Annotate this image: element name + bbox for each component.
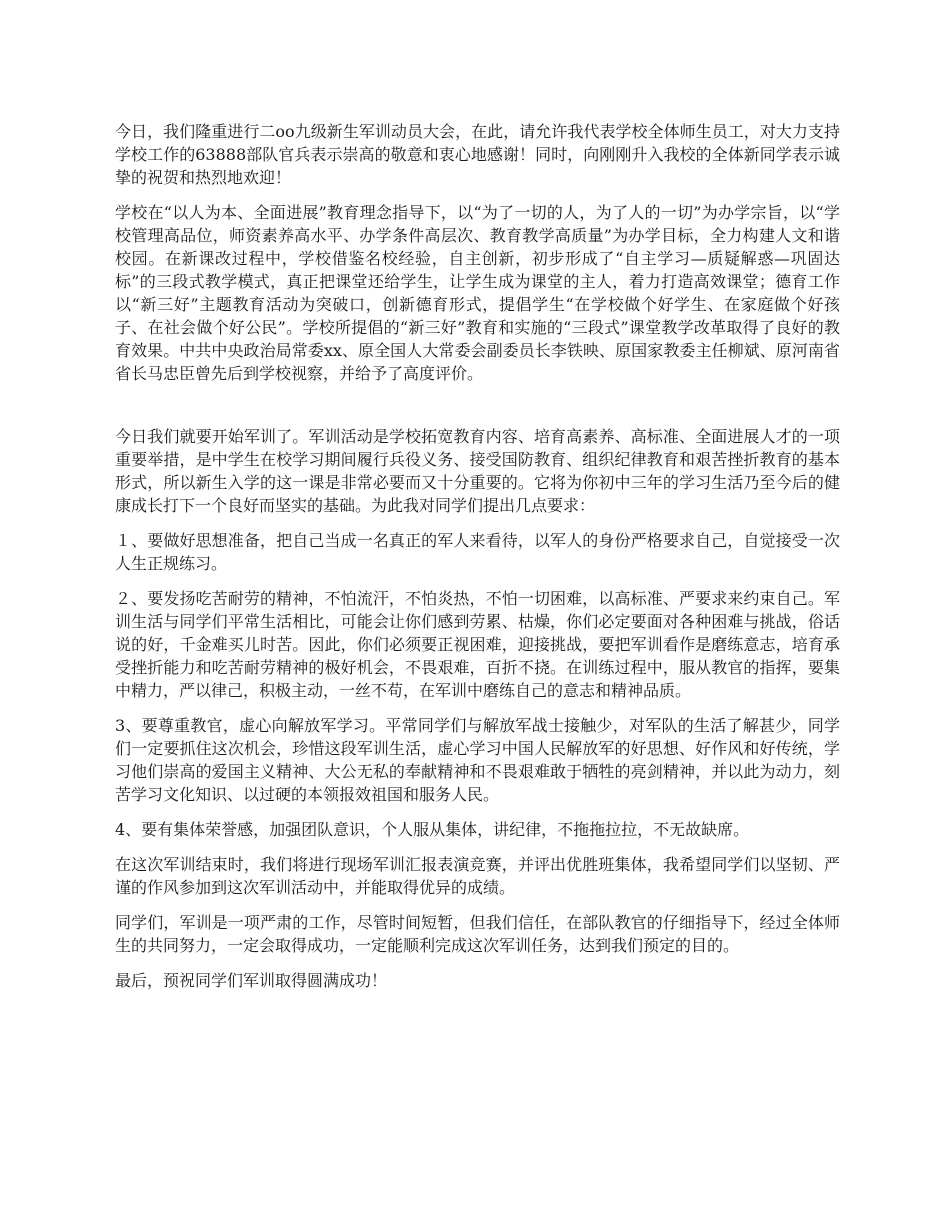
paragraph-requirement-3: 3、要尊重教官，虚心向解放军学习。平常同学们与解放军战士接触少，对军队的生活了解甚少，同学们一定要抓住这次机会，珍惜这段军训生活，虚心学习中国人民解放军的好思想、好作风和好传统，学习他们崇高的爱国主义精神、大公无私的奉献精神和不畏艰难敢于牺牲的亮剑精神，并以此为动力，刻苦学习文化知识、以过硬的本领报效祖国和服务人民。 xyxy=(115,716,840,804)
paragraph-encouragement: 同学们，军训是一项严肃的工作，尽管时间短暂，但我们信任，在部队教官的仔细指导下，经过全体师生的共同努力，一定会取得成功，一定能顺利完成这次军训任务，达到我们预定的目的。 xyxy=(115,913,840,955)
paragraph-requirement-4: 4、要有集体荣誉感，加强团队意识，个人服从集体，讲纪律，不拖拖拉拉，不无故缺席。 xyxy=(115,820,750,839)
section-gap xyxy=(115,397,840,425)
document-body xyxy=(115,120,840,1004)
paragraph-school-intro: 学校在“以人为本、全面进展”教育理念指导下，以“为了一切的人，为了人的一切”为办学宗旨，以“学校管理高品位，师资素养高水平、办学条件高层次、教育教学高质量”为办学目标，全力构建人文和谐校园。在新课改过程中，学校借鉴名校经验，自主创新，初步形成了“自主学习—质疑解惑—巩固达标”的三段式教学模式，真正把课堂还给学生，让学生成为课堂的主人，着力打造高效课堂；德育工作以“新三好”主题教育活动为突破口，创新德育形式，提倡学生“在学校做个好学生、在家庭做个好孩子、在社会做个好公民”。学校所提倡的“新三好”教育和实施的“三段式”课堂教学改革取得了良好的教育效果。中共中央政治局常委xx、原全国人大常委会副委员长李铁映、原国家教委主任柳斌、原河南省省长马忠臣曾先后到学校视察，并给予了高度评价。 xyxy=(115,203,840,383)
paragraph-requirement-1: １、要做好思想准备，把自己当成一名真正的军人来看待，以军人的身份严格要求自己，自觉接受一次人生正规练习。 xyxy=(115,531,840,573)
paragraph-closing: 最后，预祝同学们军训取得圆满成功！ xyxy=(115,971,388,990)
paragraph-training-start: 今日我们就要开始军训了。军训活动是学校拓宽教育内容、培育高素养、高标准、全面进展人才的一项重要举措，是中学生在校学习期间履行兵役义务、接受国防教育、组织纪律教育和艰苦挫折教育的基本形式，所以新生入学的这一课是非常必要而又十分重要的。它将为你初中三年的学习生活乃至今后的健康成长打下一个良好而坚实的基础。为此我对同学们提出几点要求： xyxy=(115,427,840,515)
paragraph-requirement-2: ２、要发扬吃苦耐劳的精神，不怕流汗，不怕炎热，不怕一切困难，以高标准、严要求来约束自己。军训生活与同学们平常生活相比，可能会让你们感到劳累、枯燥，你们必定要面对各种困难与挑战，俗话说的好，千金难买儿时苦。因此，你们必须要正视困难，迎接挑战，要把军训看作是磨练意志，培育承受挫折能力和吃苦耐劳精神的极好机会，不畏艰难，百折不挠。在训练过程中，服从教官的指挥，要集中精力，严以律己，积极主动，一丝不苟，在军训中磨练自己的意志和精神品质。 xyxy=(115,589,840,700)
paragraph-competition: 在这次军训结束时，我们将进行现场军训汇报表演竞赛，并评出优胜班集体，我希望同学们以坚韧、严谨的作风参加到这次军训活动中，并能取得优异的成绩。 xyxy=(115,855,840,897)
paragraph-opening: 今日，我们隆重进行二oo九级新生军训动员大会，在此，请允许我代表学校全体师生员工，对大力支持学校工作的63888部队官兵表示崇高的敬意和衷心地感谢！同时，向刚刚升入我校的全体新同学表示诚挚的祝贺和热烈地欢迎！ xyxy=(115,122,840,187)
